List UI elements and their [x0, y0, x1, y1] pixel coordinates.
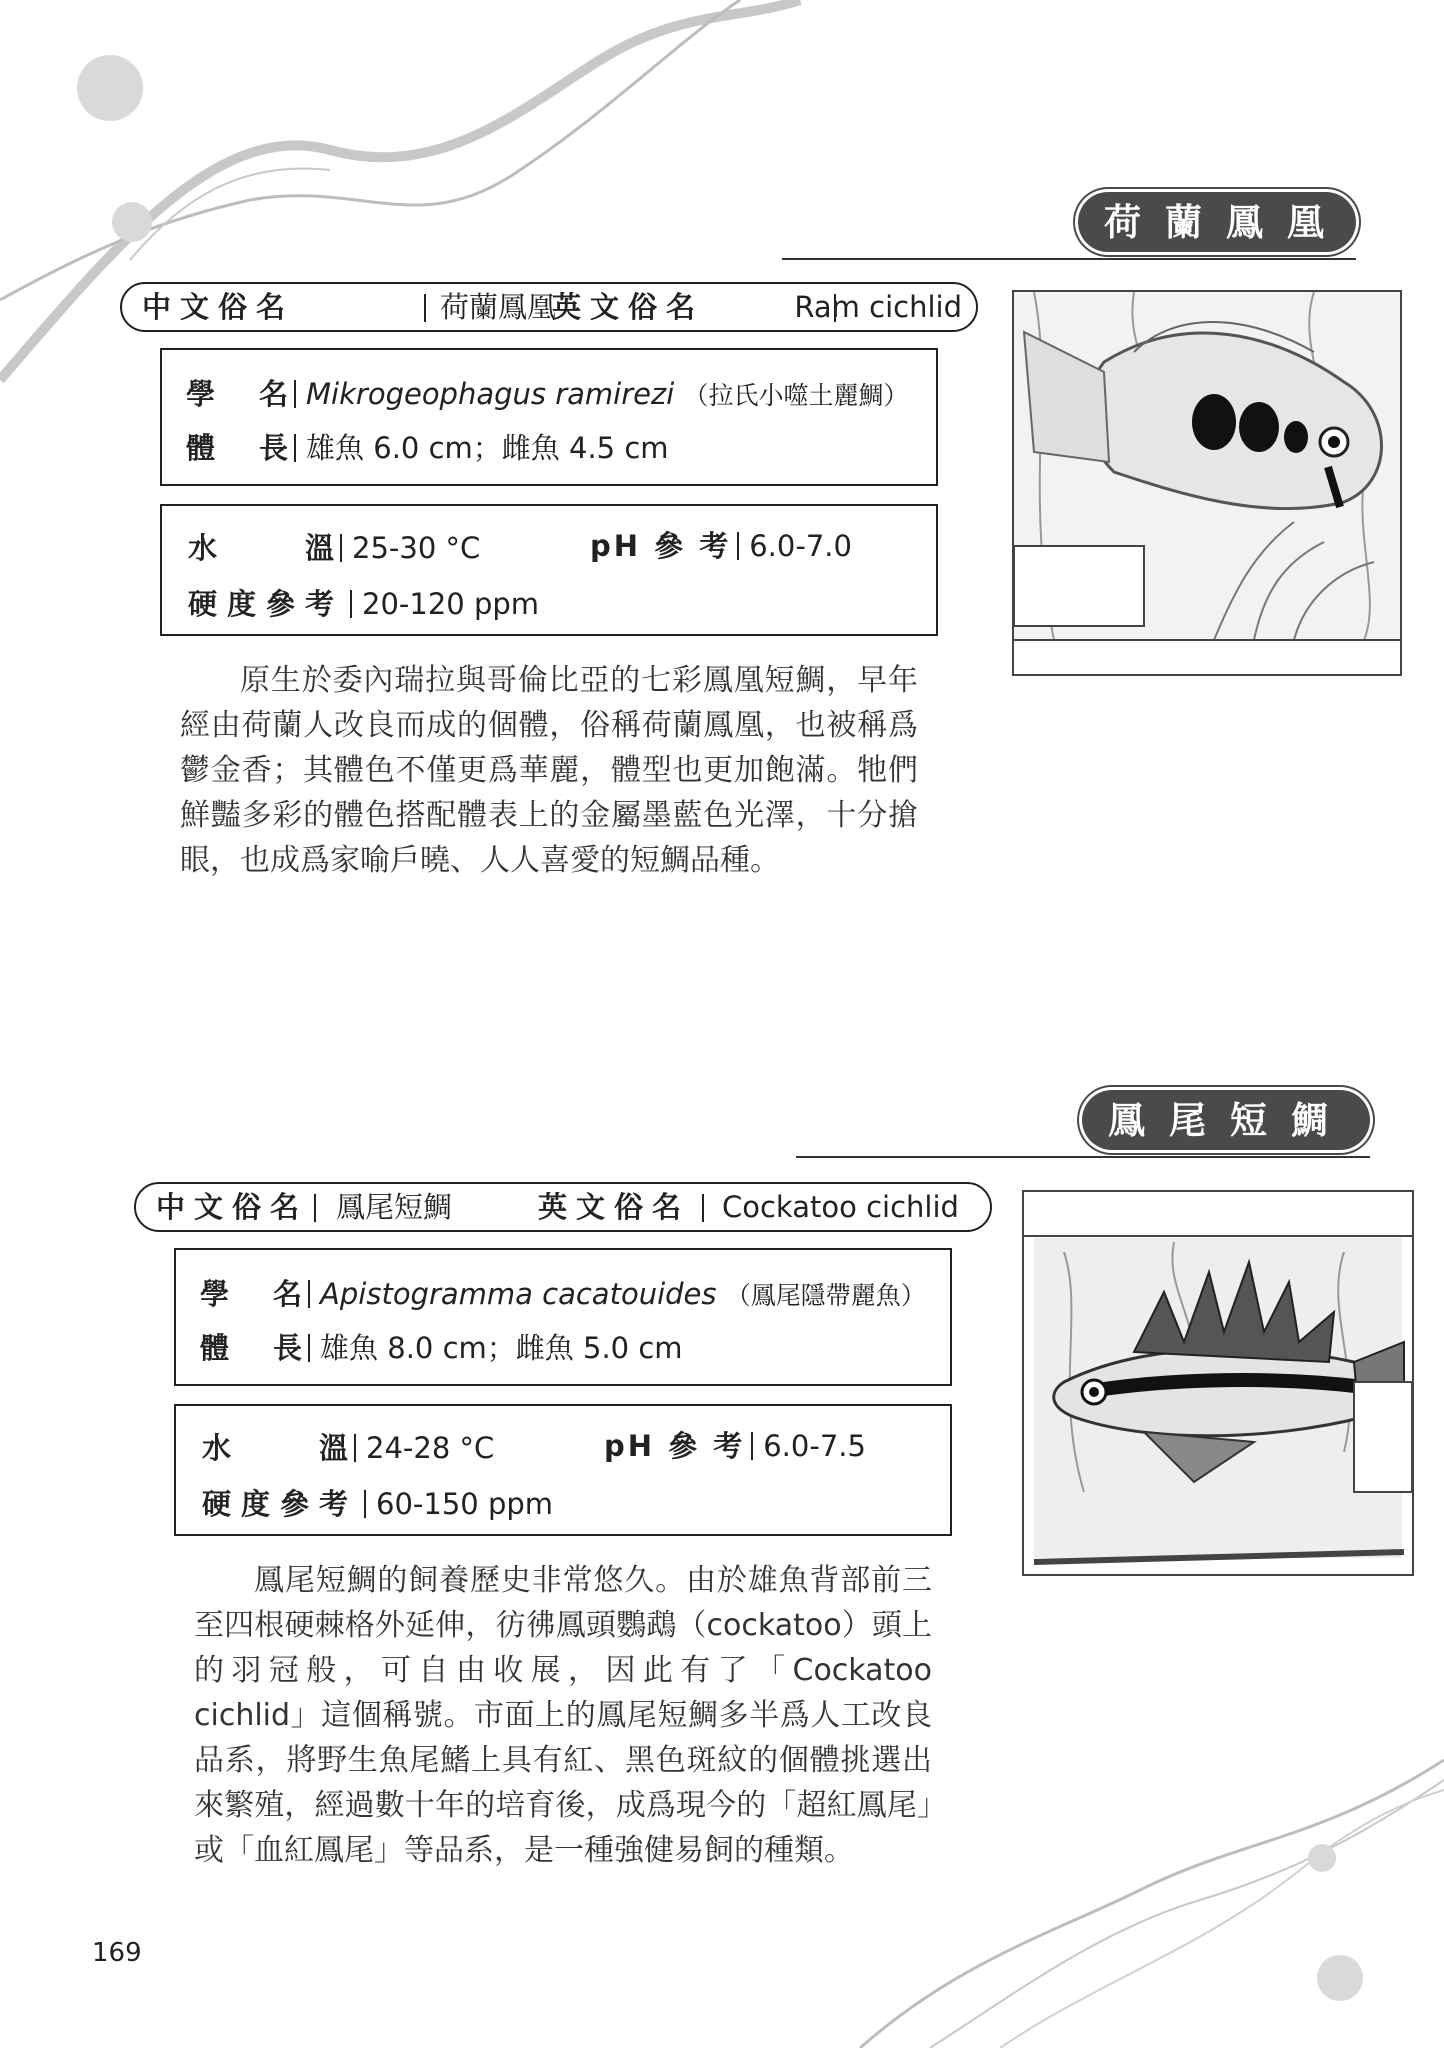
- hardness-value: 20-120 ppm: [362, 587, 540, 621]
- length-label-2: 長: [273, 1331, 303, 1365]
- sci-name-label-1: 學: [186, 377, 216, 411]
- length-label-2: 長: [259, 431, 289, 465]
- species-description: 鳳尾短鯛的飼養歷史非常悠久。由於雄魚背部前三至四根硬棘格外延伸，彷彿鳳頭鸚鵡（cockatoo）頭上的羽冠般，可自由收展，因此有了「Cockatoo cichlid」這個稱號。市面上的鳳尾短鯛多半爲人工改良品系，將野生魚尾鰭上具有紅、黑色斑紋的個體挑選出來繁殖，經過數十年的培育後，成爲現今的「超紅鳳尾」或「血紅鳳尾」等品系，是一種強健易飼的種類。: [194, 1563, 932, 1868]
- cn-name-label: 中文俗名: [142, 290, 295, 324]
- en-name-label: 英文俗名: [552, 290, 705, 324]
- species-title: 荷蘭鳳凰: [1078, 192, 1356, 252]
- temp-label-1: 水: [188, 531, 218, 565]
- en-name-value: Ram cichlid: [794, 290, 962, 324]
- common-name-bar: [120, 282, 978, 332]
- deco-circle: [1308, 1844, 1336, 1872]
- sci-name-label-1: 學: [200, 1277, 230, 1311]
- sci-name-label-2: 名: [259, 377, 289, 411]
- temp-value: 25-30 °C: [352, 531, 481, 565]
- title-rule: [796, 1156, 1370, 1158]
- cn-name-value: 荷蘭鳳凰: [440, 290, 557, 324]
- water-params-box: [174, 1404, 952, 1536]
- title-rule: [782, 258, 1356, 260]
- water-params-box: [160, 504, 938, 636]
- hardness-label: 硬度參考: [202, 1487, 359, 1521]
- common-name-bar: [134, 1182, 992, 1232]
- sci-name-value: Mikrogeophagus ramirezi: [306, 377, 675, 411]
- length-value: 雄魚 8.0 cm；雌魚 5.0 cm: [320, 1331, 683, 1365]
- length-label-1: 體: [186, 431, 216, 465]
- sci-name-label-2: 名: [273, 1277, 303, 1311]
- en-name-value: Cockatoo cichlid: [722, 1190, 959, 1224]
- cn-name-label: 中文俗名: [156, 1190, 309, 1224]
- fish-illustration: [1022, 1190, 1414, 1576]
- temp-value: 24-28 °C: [366, 1431, 495, 1465]
- length-value: 雄魚 6.0 cm；雌魚 4.5 cm: [306, 431, 669, 465]
- deco-circle: [77, 55, 143, 121]
- ph-label: pH 參 考: [590, 529, 732, 563]
- deco-circle: [1317, 1955, 1363, 2001]
- ph-value: 6.0-7.5: [763, 1429, 866, 1463]
- sci-name-cn: （鳳尾隱帶麗魚）: [725, 1281, 926, 1310]
- temp-label-2: 溫: [319, 1431, 349, 1465]
- temp-label-1: 水: [202, 1431, 232, 1465]
- fish-illustration: [1012, 290, 1402, 676]
- ph-value: 6.0-7.0: [749, 529, 852, 563]
- taxonomy-box: [160, 348, 938, 486]
- hardness-label: 硬度參考: [188, 587, 345, 621]
- cockatoo-cichlid-illustration: [1024, 1192, 1412, 1574]
- temp-label-2: 溫: [305, 531, 335, 565]
- species-title: 鳳尾短鯛: [1082, 1090, 1370, 1150]
- length-label-1: 體: [200, 1331, 230, 1365]
- species-description: 原生於委內瑞拉與哥倫比亞的七彩鳳凰短鯛，早年經由荷蘭人改良而成的個體，俗稱荷蘭鳳凰，也被稱爲鬱金香；其體色不僅更爲華麗，體型也更加飽滿。牠們鮮豔多彩的體色搭配體表上的金屬墨藍色光澤，十分搶眼，也成爲家喻戶曉、人人喜愛的短鯛品種。: [180, 663, 918, 878]
- ram-cichlid-illustration: [1014, 292, 1400, 674]
- sci-name-value: Apistogramma cacatouides: [320, 1277, 717, 1311]
- ph-label: pH 參 考: [604, 1429, 746, 1463]
- deco-circle: [112, 202, 152, 242]
- en-name-label: 英文俗名: [538, 1190, 691, 1224]
- hardness-value: 60-150 ppm: [376, 1487, 554, 1521]
- cn-name-value: 鳳尾短鯛: [336, 1190, 453, 1224]
- sci-name-cn: （拉氏小噬土麗鯛）: [683, 381, 909, 410]
- taxonomy-box: [174, 1248, 952, 1386]
- page-number: 169: [92, 1938, 142, 1968]
